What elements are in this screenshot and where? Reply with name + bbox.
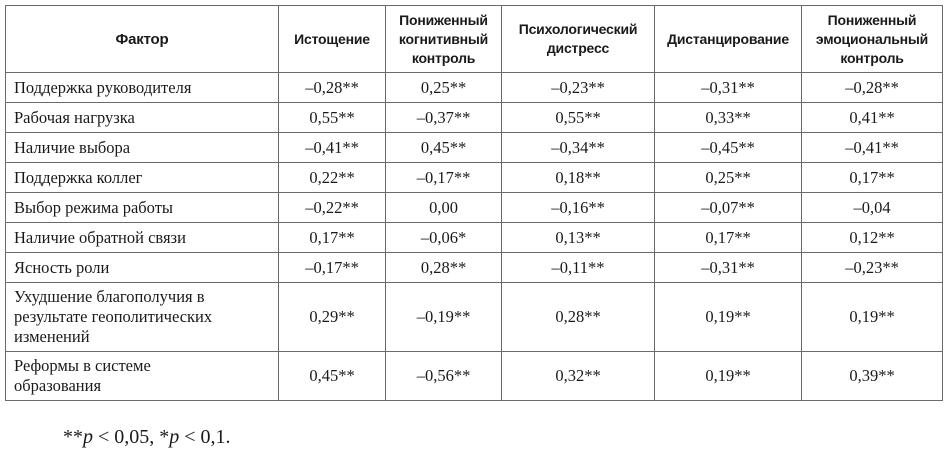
value-cell: –0,31** xyxy=(655,253,802,283)
value-cell: –0,17** xyxy=(279,253,386,283)
value-cell: –0,34** xyxy=(502,133,655,163)
value-cell: –0,22** xyxy=(279,193,386,223)
value-cell: 0,17** xyxy=(655,223,802,253)
factor-cell: Выбор режима работы xyxy=(6,193,279,223)
value-cell: 0,22** xyxy=(279,163,386,193)
header-factor: Фактор xyxy=(6,6,279,73)
value-cell: –0,41** xyxy=(802,133,943,163)
value-cell: 0,33** xyxy=(655,103,802,133)
factor-cell: Ясность роли xyxy=(6,253,279,283)
value-cell: 0,18** xyxy=(502,163,655,193)
value-cell: –0,11** xyxy=(502,253,655,283)
header-col-5: Пониженный эмоциональный контроль xyxy=(802,6,943,73)
value-cell: 0,41** xyxy=(802,103,943,133)
table-row xyxy=(6,223,943,253)
header-row xyxy=(6,6,943,73)
footnote-p-2: p xyxy=(169,426,180,448)
footnote-threshold-1: < 0,05, xyxy=(93,426,160,448)
table-header xyxy=(6,6,943,73)
value-cell: –0,31** xyxy=(655,73,802,103)
footnote xyxy=(63,425,231,449)
table-body xyxy=(6,73,943,401)
value-cell: –0,23** xyxy=(802,253,943,283)
table-row xyxy=(6,133,943,163)
value-cell: 0,12** xyxy=(802,223,943,253)
value-cell: –0,45** xyxy=(655,133,802,163)
factor-cell: Наличие обратной связи xyxy=(6,223,279,253)
footnote-p-1: p xyxy=(83,426,93,448)
footnote-stars-2: ** xyxy=(63,426,83,448)
header-col-1: Истощение xyxy=(279,6,386,73)
value-cell: –0,19** xyxy=(386,283,502,352)
value-cell: 0,55** xyxy=(502,103,655,133)
value-cell: 0,25** xyxy=(386,73,502,103)
value-cell: 0,19** xyxy=(802,283,943,352)
value-cell: –0,28** xyxy=(802,73,943,103)
table-row xyxy=(6,73,943,103)
value-cell: –0,41** xyxy=(279,133,386,163)
factor-cell: Реформы в системе образования xyxy=(6,352,279,401)
correlation-table xyxy=(5,5,943,401)
table-row xyxy=(6,352,943,401)
table-row xyxy=(6,253,943,283)
value-cell: 0,19** xyxy=(655,283,802,352)
table-row xyxy=(6,193,943,223)
value-cell: 0,45** xyxy=(386,133,502,163)
value-cell: –0,56** xyxy=(386,352,502,401)
value-cell: –0,28** xyxy=(279,73,386,103)
factor-cell: Наличие выбора xyxy=(6,133,279,163)
factor-cell: Ухудшение благополучия в результате геополитических изменений xyxy=(6,283,279,352)
factor-cell: Рабочая нагрузка xyxy=(6,103,279,133)
value-cell: 0,55** xyxy=(279,103,386,133)
value-cell: 0,17** xyxy=(802,163,943,193)
value-cell: 0,17** xyxy=(279,223,386,253)
value-cell: –0,17** xyxy=(386,163,502,193)
value-cell: –0,04 xyxy=(802,193,943,223)
header-col-3: Психологический дистресс xyxy=(502,6,655,73)
header-col-4: Дистанцирование xyxy=(655,6,802,73)
factor-cell: Поддержка руководителя xyxy=(6,73,279,103)
footnote-stars-1: * xyxy=(159,426,170,448)
value-cell: 0,13** xyxy=(502,223,655,253)
value-cell: 0,39** xyxy=(802,352,943,401)
table-row xyxy=(6,163,943,193)
value-cell: 0,00 xyxy=(386,193,502,223)
value-cell: 0,19** xyxy=(655,352,802,401)
value-cell: –0,06* xyxy=(386,223,502,253)
value-cell: –0,37** xyxy=(386,103,502,133)
factor-cell: Поддержка коллег xyxy=(6,163,279,193)
value-cell: 0,25** xyxy=(655,163,802,193)
value-cell: 0,29** xyxy=(279,283,386,352)
value-cell: –0,07** xyxy=(655,193,802,223)
value-cell: –0,16** xyxy=(502,193,655,223)
footnote-threshold-2: < 0,1. xyxy=(179,426,231,448)
value-cell: 0,45** xyxy=(279,352,386,401)
value-cell: 0,28** xyxy=(502,283,655,352)
header-col-2: Пониженный когнитивный контроль xyxy=(386,6,502,73)
value-cell: 0,32** xyxy=(502,352,655,401)
table-row xyxy=(6,103,943,133)
value-cell: 0,28** xyxy=(386,253,502,283)
table-row xyxy=(6,283,943,352)
value-cell: –0,23** xyxy=(502,73,655,103)
